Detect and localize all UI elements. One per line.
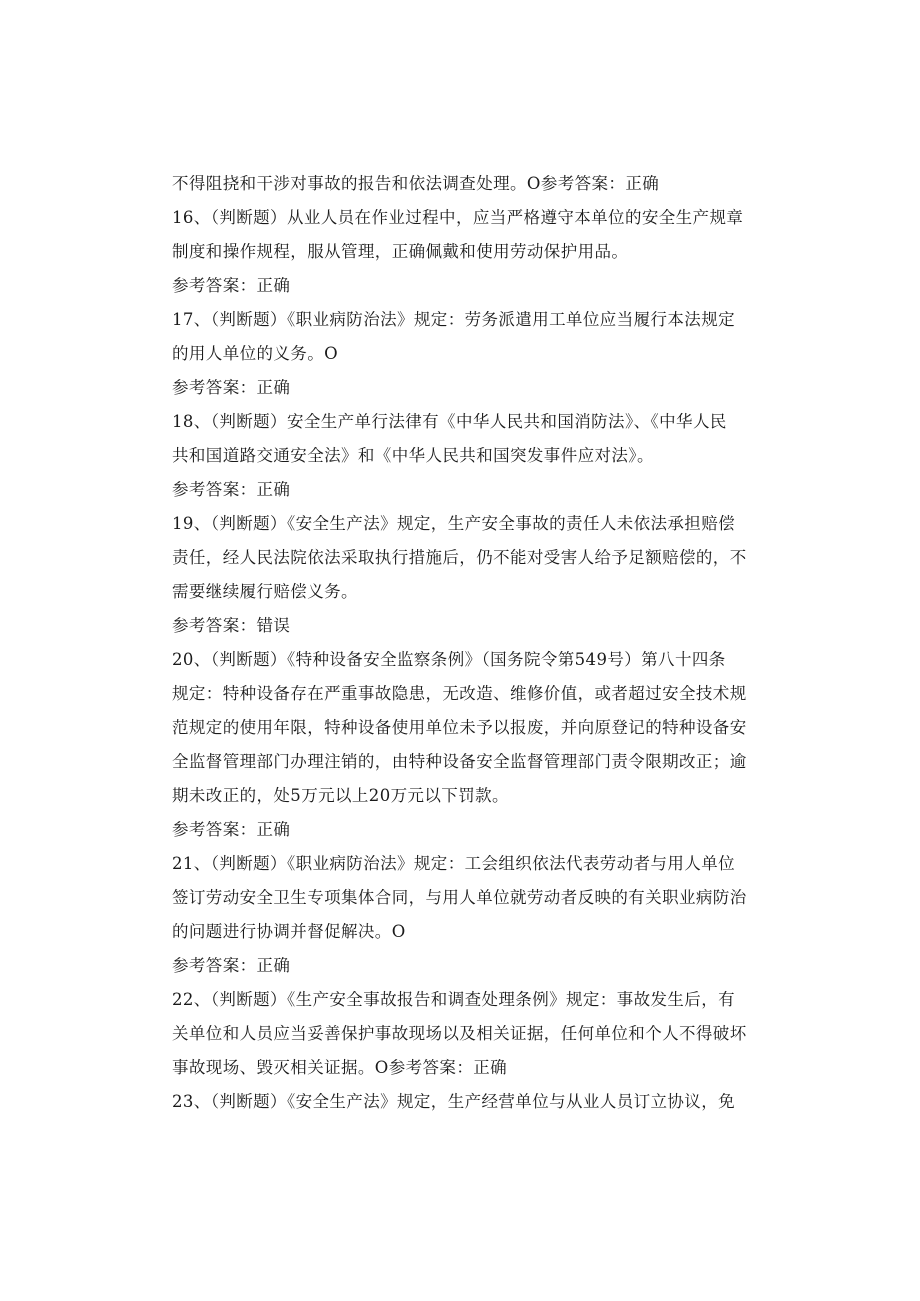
answer-16: 参考答案：正确 [172, 276, 291, 295]
question-17-line-1: 17、（判断题）《职业病防治法》规定：劳务派遣用工单位应当履行本法规定 [172, 310, 735, 329]
question-22-line-3: 事故现场、毁灭相关证据。O参考答案：正确 [172, 1058, 508, 1077]
question-21-line-3: 的问题进行协调并督促解决。O [172, 922, 406, 941]
question-17-line-2: 的用人单位的义务。O [172, 344, 339, 363]
question-22-line-2: 关单位和人员应当妥善保护事故现场以及相关证据，任何单位和个人不得破坏 [172, 1024, 747, 1043]
answer-21: 参考答案：正确 [172, 956, 291, 975]
question-16-line-2: 制度和操作规程，服从管理，正确佩戴和使用劳动保护用品。 [172, 242, 629, 261]
question-16-line-1: 16、（判断题）从业人员在作业过程中，应当严格遵守本单位的安全生产规章 [172, 208, 744, 227]
question-21-line-1: 21、（判断题）《职业病防治法》规定：工会组织依法代表劳动者与用人单位 [172, 854, 735, 873]
answer-20: 参考答案：正确 [172, 820, 291, 839]
answer-19: 参考答案：错误 [172, 616, 291, 635]
question-20-line-5: 期未改正的，处5万元以上20万元以下罚款。 [172, 786, 509, 805]
question-20-line-1: 20、（判断题）《特种设备安全监察条例》（国务院令第549号）第八十四条 [172, 650, 726, 669]
question-21-line-2: 签订劳动安全卫生专项集体合同，与用人单位就劳动者反映的有关职业病防治 [172, 888, 747, 907]
question-19-line-3: 需要继续履行赔偿义务。 [172, 582, 358, 601]
question-22-line-1: 22、（判断题）《生产安全事故报告和调查处理条例》规定：事故发生后，有 [172, 990, 735, 1009]
question-20-line-2: 规定：特种设备存在严重事故隐患，无改造、维修价值，或者超过安全技术规 [172, 684, 747, 703]
answer-17: 参考答案：正确 [172, 378, 291, 397]
question-18-line-1: 18、（判断题）安全生产单行法律有《中华人民共和国消防法》、《中华人民 [172, 412, 727, 431]
question-23-line-1: 23、（判断题）《安全生产法》规定，生产经营单位与从业人员订立协议，免 [172, 1092, 735, 1111]
question-20-line-3: 范规定的使用年限，特种设备使用单位未予以报废，并向原登记的特种设备安 [172, 718, 747, 737]
question-19-line-2: 责任，经人民法院依法采取执行措施后，仍不能对受害人给予足额赔偿的，不 [172, 548, 747, 567]
question-20-line-4: 全监督管理部门办理注销的，由特种设备安全监督管理部门责令限期改正；逾 [172, 752, 747, 771]
text-line: 不得阻挠和干涉对事故的报告和依法调查处理。O参考答案：正确 [172, 174, 660, 193]
question-18-line-2: 共和国道路交通安全法》和《中华人民共和国突发事件应对法》。 [172, 446, 654, 465]
question-19-line-1: 19、（判断题）《安全生产法》规定，生产安全事故的责任人未依法承担赔偿 [172, 514, 735, 533]
answer-18: 参考答案：正确 [172, 480, 291, 499]
